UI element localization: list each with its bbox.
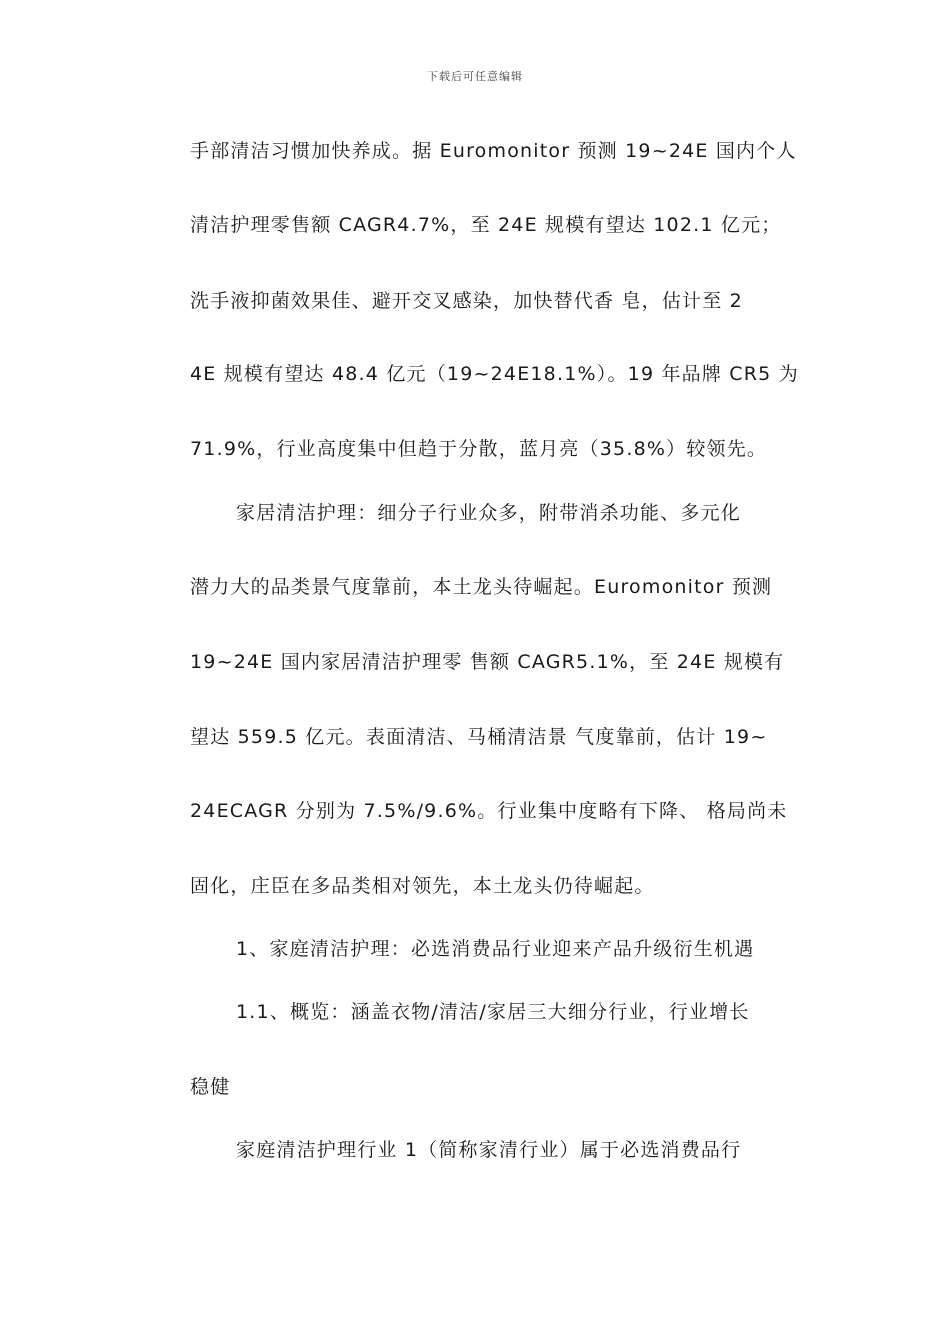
- text-line-8: 19~24E 国内家居清洁护理零 售额 CAGR5.1%，至 24E 规模有: [190, 651, 785, 673]
- text-line-15: 家庭清洁护理行业 1（简称家清行业）属于必选消费品行: [236, 1139, 742, 1161]
- section-heading-1-1-cont: 稳健: [190, 1076, 231, 1098]
- text-line-11: 固化，庄臣在多品类相对领先，本土龙头仍待崛起。: [190, 875, 655, 897]
- text-line-5: 71.9%，行业高度集中但趋于分散，蓝月亮（35.8%）较领先。: [190, 438, 768, 460]
- text-line-6: 家居清洁护理：细分子行业众多，附带消杀功能、多元化: [236, 502, 742, 524]
- text-line-2: 清洁护理零售额 CAGR4.7%，至 24E 规模有望达 102.1 亿元；: [190, 214, 782, 236]
- text-line-10: 24ECAGR 分别为 7.5%/9.6%。行业集中度略有下降、 格局尚未: [190, 800, 788, 822]
- text-line-1: 手部清洁习惯加快养成。据 Euromonitor 预测 19~24E 国内个人: [190, 140, 797, 162]
- section-heading-1: 1、家庭清洁护理：必选消费品行业迎来产品升级衍生机遇: [236, 938, 755, 960]
- text-line-4: 4E 规模有望达 48.4 亿元（19~24E18.1%）。19 年品牌 CR5 为: [190, 363, 799, 385]
- text-line-7: 潜力大的品类景气度靠前，本土龙头待崛起。Euromonitor 预测: [190, 576, 773, 598]
- section-heading-1-1: 1.1、概览：涵盖衣物/清洁/家居三大细分行业，行业增长: [236, 1001, 750, 1023]
- text-line-9: 望达 559.5 亿元。表面清洁、马桶清洁景 气度靠前，估计 19~: [190, 726, 768, 748]
- page-header: 下载后可任意编辑: [427, 70, 523, 83]
- text-line-3: 洗手液抑菌效果佳、避开交叉感染，加快替代香 皂，估计至 2: [190, 290, 743, 312]
